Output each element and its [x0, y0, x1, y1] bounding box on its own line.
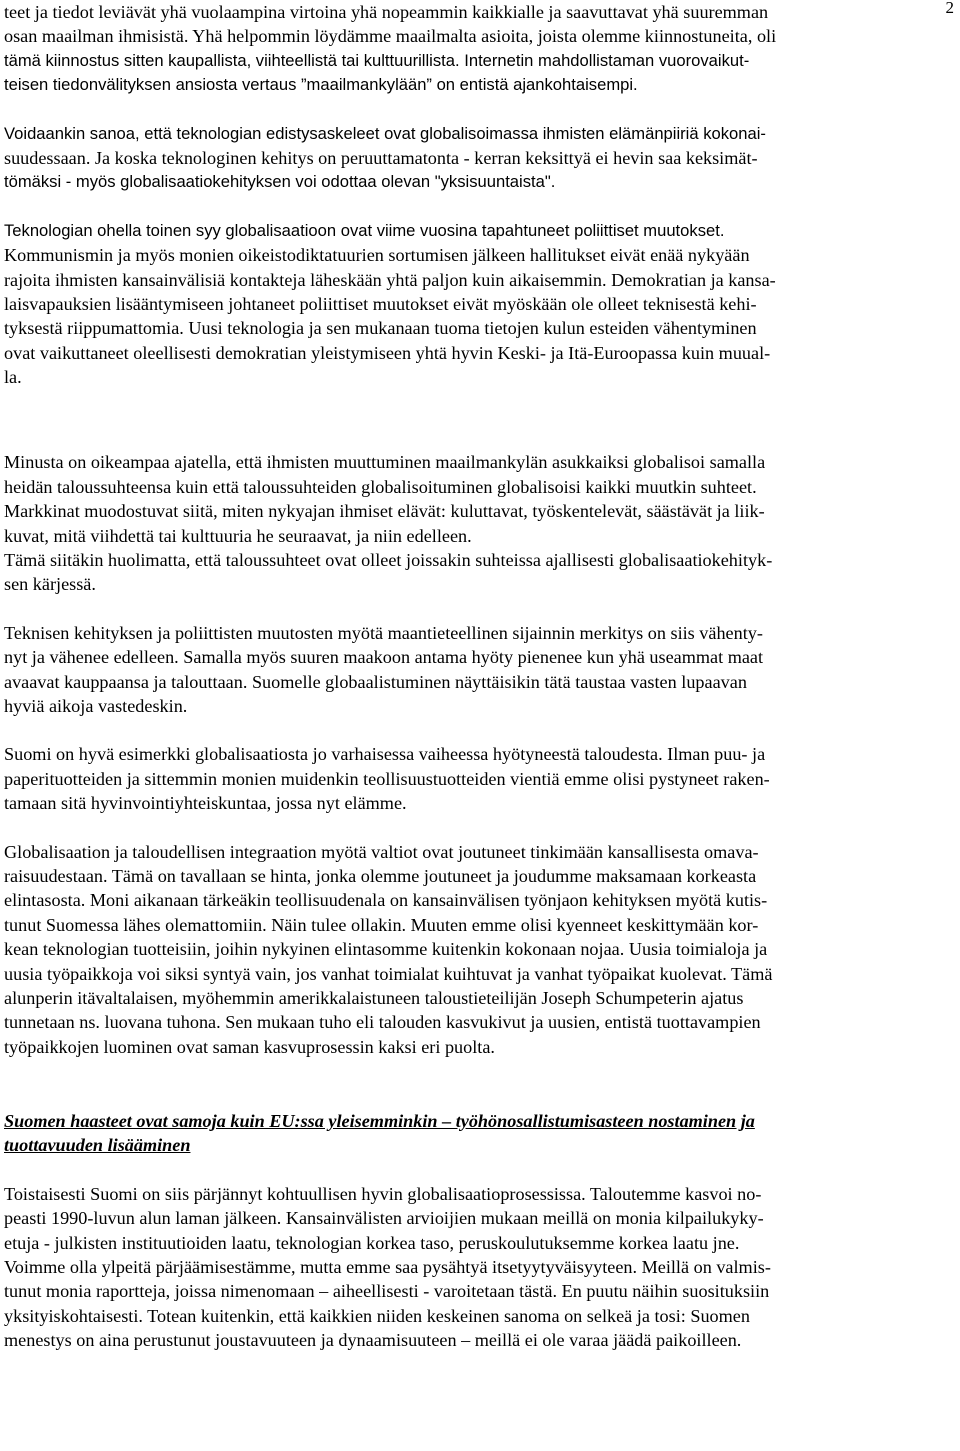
text-line: avaavat kauppaansa ja talouttaan. Suomelle globaalistuminen näyttäisikin tätä taustaa vasten lupaavan: [4, 671, 747, 692]
text-line: tämä kiinnostus sitten kaupallista, viihteellistä tai kulttuurillista. Internetin mahdollistaman vuorovaikut-: [4, 50, 750, 70]
paragraph-1: [4, 0, 954, 98]
text-line: elintasosta. Moni aikanaan tärkeäkin teollisuudenala on kansainvälisen työnjaon kehityksen myötä kutis-: [4, 890, 768, 911]
paragraph-8: [4, 1182, 954, 1353]
text-line: la.: [4, 367, 22, 388]
heading-line: Suomen haasteet ovat samoja kuin EU:ssa yleisemminkin – työhönosallistumisasteen nostaminen ja: [4, 1111, 755, 1132]
text-line: kean teknologian tuotteisiin, joihin nykyinen elintasomme kuitenkin kokonaan nojaa. Uusia toimialoja ja: [4, 939, 768, 960]
text-line: uusia työpaikkoja voi siksi syntyä vain, jos vanhat toimialat kuihtuvat ja vanhat työpaikat kuolevat. Tämä: [4, 963, 773, 984]
section-heading: [4, 1109, 954, 1158]
paragraph-4: [4, 450, 954, 596]
text-line: heidän taloussuhteensa kuin että taloussuhteiden globalisoituminen globalisoisi kaikki muutkin suhteet.: [4, 476, 757, 497]
paragraph-3: [4, 219, 954, 390]
text-line: laisvapauksien lisääntymiseen johtaneet poliittiset muutokset eivät myöskään ole olleet teknisestä kehi-: [4, 293, 757, 314]
page-number: 2: [945, 0, 954, 17]
text-line: kuvat, mitä viihdettä tai kulttuuria he seuraavat, ja niin edelleen.: [4, 525, 472, 546]
text-line: Voidaankin sanoa, että teknologian edistysaskeleet ovat globalisoimassa ihmisten elämänpiiriä kokonai-: [4, 123, 766, 143]
text-line: hyviä aikoja vastedeskin.: [4, 695, 188, 716]
text-line: tömäksi - myös globalisaatiokehityksen voi odottaa olevan "yksisuuntaista".: [4, 172, 556, 192]
text-line: sen kärjessä.: [4, 574, 96, 595]
text-line: yksityiskohtaisesti. Totean kuitenkin, että kaikkien niiden keskeinen sanoma on selkeä ja tosi: Suomen: [4, 1305, 750, 1326]
text-line: osan maailman ihmisistä. Yhä helpommin löydämme maailmalta asioita, joista olemme kiinnostuneita, oli: [4, 26, 777, 47]
text-line: Toistaisesti Suomi on siis pärjännyt kohtuullisen hyvin globalisaatioprosessissa. Taloutemme kasvoi no-: [4, 1183, 762, 1204]
text-line: teet ja tiedot leviävät yhä vuolaampina virtoina yhä nopeammin kaikkialle ja saavuttavat yhä suuremman: [4, 2, 769, 22]
text-line: peasti 1990-luvun alun laman jälkeen. Kansainvälisten arvioijien mukaan meillä on monia kilpailukyky-: [4, 1208, 764, 1229]
section-gap: [4, 1059, 954, 1109]
text-line: tunnetaan ns. luovana tuhona. Sen mukaan tuho eli talouden kasvukivut ja uusien, entistä tuottavampien: [4, 1012, 761, 1033]
text-line: Globalisaation ja taloudellisen integraation myötä valtiot ovat joutuneet tinkimään kansallisesta omava-: [4, 841, 759, 862]
text-line: tunut monia raportteja, joissa nimenomaan – aiheellisesti - varoitetaan tästä. En puutu näihin suosituksiin: [4, 1281, 770, 1302]
text-line: Voimme olla ylpeitä pärjäämisestämme, mutta emme saa pysähtyä itsetyytyväisyyteen. Meillä on valmis-: [4, 1257, 771, 1278]
text-line: ovat vaikuttaneet oleellisesti demokratian yleistymiseen yhtä hyvin Keski- ja Itä-Euroopassa kuin muual-: [4, 342, 771, 363]
text-line: etuja - julkisten instituutioiden laatu, teknologian korkea taso, peruskoulutuksemme korkea laatu jne.: [4, 1232, 740, 1253]
text-line: Teknologian ohella toinen syy globalisaatioon ovat viime vuosina tapahtuneet poliittiset muutokset.: [4, 220, 725, 240]
text-line: Markkinat muodostuvat siitä, miten nykyajan ihmiset elävät: kuluttavat, työskentelevät, säästävät ja liik-: [4, 501, 765, 522]
text-line: paperituotteiden ja sittemmin monien muidenkin teollisuustuotteiden vientiä emme olisi pystyneet raken-: [4, 768, 770, 789]
paragraph-6: [4, 742, 954, 815]
section-gap: [4, 389, 954, 450]
text-line: teisen tiedonvälityksen ansiosta vertaus ”maailmankylään” on entistä ajankohtaisempi.: [4, 75, 638, 95]
text-line: tyksestä riippumattomia. Uusi teknologia ja sen mukanaan tuoma tietojen kulun esteiden vähentyminen: [4, 318, 757, 339]
text-line: Tämä siitäkin huolimatta, että taloussuhteet ovat olleet joissakin suhteissa ajallisesti globalisaatiokehityk-: [4, 550, 773, 571]
text-line: tamaan sitä hyvinvointiyhteiskuntaa, jossa nyt elämme.: [4, 793, 407, 814]
text-line: nyt ja vähenee edelleen. Samalla myös suuren maakoon antama hyöty pienenee kun yhä useammat maat: [4, 647, 764, 668]
text-line: menestys on aina perustunut joustavuuteen ja dynaamisuuteen – meillä ei ole varaa jäädä paikoilleen.: [4, 1330, 742, 1351]
paragraph-2: [4, 122, 954, 195]
paragraph-5: [4, 621, 954, 719]
text-line: Minusta on oikeampaa ajatella, että ihmisten muuttuminen maailmankylän asukkaiksi globalisoi samalla: [4, 452, 766, 473]
text-line: raisuudestaan. Tämä on tavallaan se hinta, jonka olemme joutuneet ja joudumme maksamaan korkeasta: [4, 865, 757, 886]
text-line: rajoita ihmisten kansainvälisiä kontakteja läheskään yhtä paljon kuin aikaisemmin. Demokratian ja kansa-: [4, 269, 776, 290]
text-line: työpaikkojen luominen ovat saman kasvuprosessin kaksi eri puolta.: [4, 1036, 495, 1057]
heading-line: tuottavuuden lisääminen: [4, 1135, 191, 1156]
text-line: Suomi on hyvä esimerkki globalisaatiosta jo varhaisessa vaiheessa hyötyneestä taloudesta. Ilman puu- ja: [4, 744, 766, 765]
text-line: Kommunismin ja myös monien oikeistodiktatuurien sortumisen jälkeen hallitukset eivät enää nykyään: [4, 245, 750, 266]
paragraph-7: [4, 840, 954, 1060]
text-line: tunut Suomessa lähes olemattomiin. Näin tulee ollakin. Muuten emme olisi kyenneet keskittymään kor-: [4, 914, 759, 935]
text-line: suudessaan. Ja koska teknologinen kehitys on peruuttamatonta - kerran keksittyä ei hevin saa keksimät-: [4, 147, 758, 168]
document-body: [4, 0, 954, 1377]
text-line: alunperin itävaltalaisen, myöhemmin amerikkalaistuneen taloustieteilijän Joseph Schumpeterin ajatus: [4, 987, 744, 1008]
text-line: Teknisen kehityksen ja poliittisten muutosten myötä maantieteellinen sijainnin merkitys on siis vähenty-: [4, 622, 763, 643]
